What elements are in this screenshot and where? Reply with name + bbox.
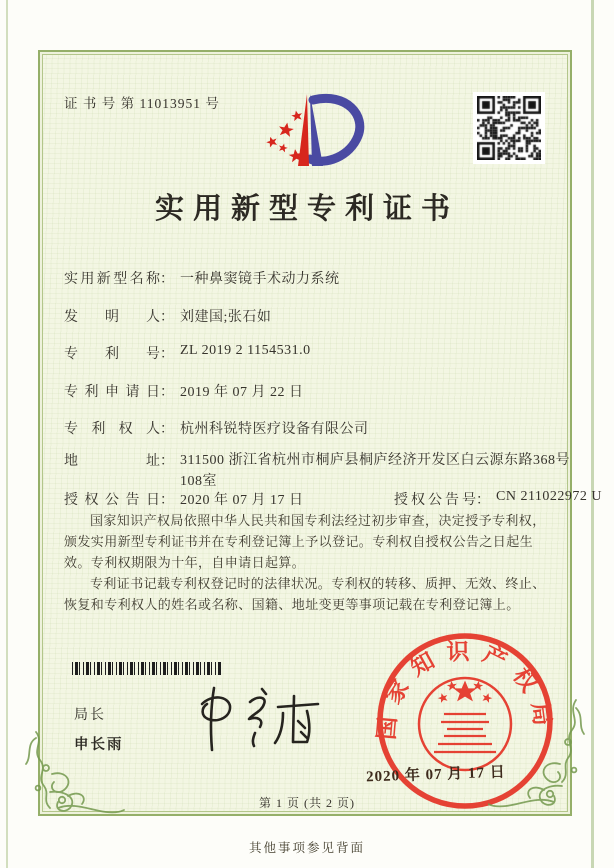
- field-value: ZL 2019 2 1154531.0: [180, 343, 311, 358]
- barcode: [72, 662, 222, 675]
- field-inventors: 发明人： 刘建国;张石如: [64, 306, 271, 326]
- field-grant-number: 授权公告号： CN 211022972 U: [394, 489, 603, 508]
- seal-date: 2020 年 07 月 17 日: [365, 764, 507, 786]
- field-value: CN 211022972 U: [496, 489, 603, 504]
- field-label: 授权公告日: [64, 493, 160, 508]
- field-label: 专利号: [64, 347, 160, 362]
- signer-block: [74, 704, 124, 754]
- scan-edge-right: [591, 0, 594, 868]
- paragraph-register-statement: 专利证书记载专利权登记时的法律状况。专利权的转移、质押、无效、终止、恢复和专利权人的姓名或名称、国籍、地址变更等事项记载在专利登记簿上。: [64, 576, 546, 613]
- signer-name: 申长雨: [74, 737, 124, 753]
- field-filing-date: 专利申请日： 2019 年 07 月 22 日: [64, 381, 304, 401]
- back-side-note: 其他事项参见背面: [248, 841, 365, 855]
- page-number: 第 1 页 (共 2 页): [259, 796, 355, 810]
- seal-text: 国家知识产权局: [373, 639, 557, 741]
- national-emblem-icon: [419, 678, 511, 770]
- cnipa-seal: [372, 628, 558, 814]
- certificate-title: 实用新型专利证书: [154, 193, 459, 225]
- signer-title: 局长: [74, 706, 106, 722]
- certificate-number: 证 书 号 第 11013951 号: [64, 96, 220, 111]
- field-patentee: 专利权人： 杭州科锐特医疗设备有限公司: [64, 418, 369, 438]
- legal-paragraphs: [64, 510, 552, 615]
- field-patent-number: 专利号： ZL 2019 2 1154531.0: [64, 343, 311, 362]
- field-address: 地址： 311500 浙江省杭州市桐庐县桐庐经济开发区白云源东路368号108室: [64, 450, 572, 492]
- field-label: 专利申请日: [64, 385, 160, 400]
- field-utility-model-name: 实用新型名称： 一种鼻窦镜手术动力系统: [64, 268, 340, 288]
- cnipa-logo-icon: [250, 84, 372, 174]
- field-label: 专利权人: [64, 422, 160, 437]
- paragraph-grant-statement: 国家知识产权局依照中华人民共和国专利法经过初步审查，决定授予专利权，颁发实用新型专利证书并在专利登记簿上予以登记。专利权自授权公告之日起生效。专利权期限为十年，自申请日起算。: [64, 513, 546, 571]
- field-value: 刘建国;张石如: [180, 310, 272, 325]
- field-value: 一种鼻窦镜手术动力系统: [180, 272, 340, 287]
- scan-edge-left: [6, 0, 8, 868]
- field-label: 发明人: [64, 310, 160, 325]
- field-value: 2019 年 07 月 22 日: [180, 385, 304, 400]
- field-label: 地址: [64, 454, 160, 469]
- field-value: 2020 年 07 月 17 日: [180, 493, 304, 508]
- field-grant-row: 授权公告日： 2020 年 07 月 17 日 授权公告号： CN 211022972 U: [64, 489, 603, 508]
- shen-changyu-signature-icon: [190, 676, 340, 764]
- qr-code: [477, 96, 541, 160]
- field-label: 授权公告号: [394, 493, 476, 508]
- field-value: 311500 浙江省杭州市桐庐县桐庐经济开发区白云源东路368号108室: [180, 453, 570, 489]
- field-label: 实用新型名称: [64, 272, 160, 287]
- field-value: 杭州科锐特医疗设备有限公司: [180, 422, 369, 437]
